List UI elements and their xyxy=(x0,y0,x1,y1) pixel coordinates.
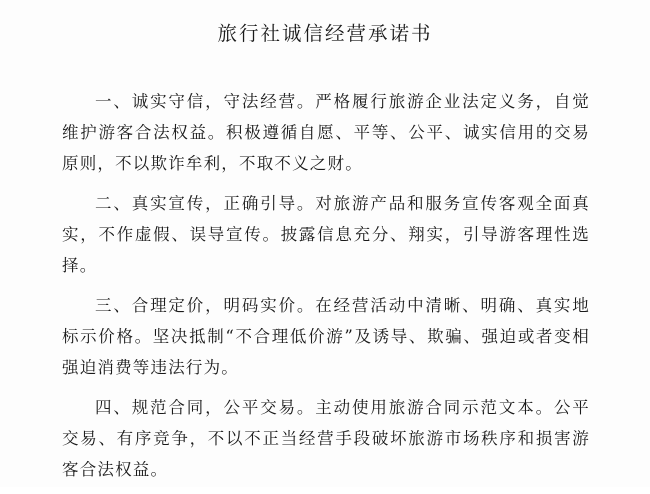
paragraph-1: 一、诚实守信，守法经营。严格履行旅游企业法定义务，自觉维护游客合法权益。积极遵循自愿、平等、公平、诚实信用的交易原则，不以欺诈牟利，不取不义之财。 xyxy=(62,92,590,173)
paragraph-2: 二、真实宣传，正确引导。对旅游产品和服务宣传客观全面真实，不作虚假、误导宣传。披露信息充分、翔实，引导游客理性选择。 xyxy=(62,194,590,275)
paragraph-4: 四、规范合同，公平交易。主动使用旅游合同示范文本。公平交易、有序竞争，不以不正当经营手段破坏旅游市场秩序和损害游客合法权益。 xyxy=(62,398,590,479)
document-title: 旅行社诚信经营承诺书 xyxy=(217,22,433,45)
paragraph-3: 三、合理定价，明码实价。在经营活动中清晰、明确、真实地标示价格。坚决抵制“不合理低价游”及诱导、欺骗、强迫或者变相强迫消费等违法行为。 xyxy=(62,296,590,377)
document-body xyxy=(62,86,590,494)
